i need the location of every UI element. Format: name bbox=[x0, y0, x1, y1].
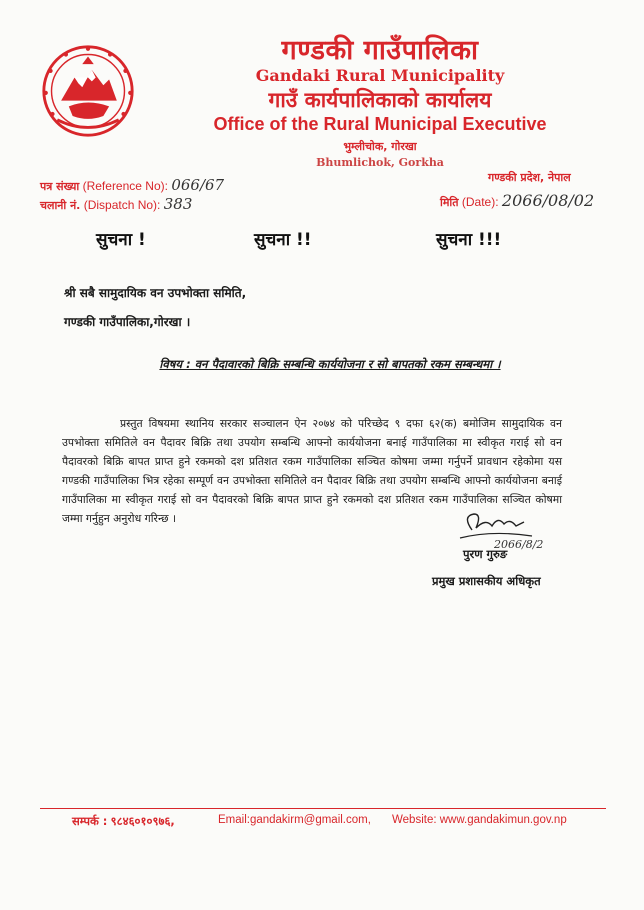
dispatch-label-en: (Dispatch No): bbox=[83, 198, 161, 212]
date-label-np: मिति bbox=[440, 196, 459, 209]
signatory-name: पुरण गुरुङ bbox=[463, 547, 508, 561]
reference-label-np: पत्र संख्या bbox=[40, 180, 80, 193]
date-label-en: (Date): bbox=[461, 195, 499, 209]
recipient-line-1: श्री सबै सामुदायिक वन उपभोक्ता समिति, bbox=[64, 286, 247, 300]
municipality-title-en: Gandaki Rural Municipality bbox=[255, 66, 505, 85]
footer-email: Email:gandakirm@gmail.com, bbox=[218, 814, 371, 826]
province-text: गण्डकी प्रदेश, नेपाल bbox=[488, 171, 571, 184]
reference-label-en: (Reference No): bbox=[82, 179, 168, 193]
municipality-emblem-icon bbox=[40, 43, 136, 139]
notice-3: सुचना !!! bbox=[436, 230, 502, 250]
recipient-line-2: गण्डकी गाउँपालिका,गोरखा । bbox=[64, 315, 191, 329]
contact-phone: ९८४६०१०९७६, bbox=[110, 814, 175, 828]
footer-divider bbox=[40, 808, 606, 809]
reference-row bbox=[40, 176, 224, 194]
municipality-title-np: गण्डकी गाउँपालिका bbox=[281, 35, 479, 66]
office-title-en: Office of the Rural Municipal Executive bbox=[213, 114, 547, 134]
dispatch-value: 383 bbox=[163, 195, 193, 213]
location-en: Bhumlichok, Gorkha bbox=[316, 156, 444, 169]
signature-date: 2066/8/2 bbox=[494, 538, 544, 551]
letter-body: प्रस्तुत विषयमा स्थानिय सरकार सञ्चालन ऐन २०७४ को परिच्छेद ९ दफा ६२(क) बमोजिम सामुदायिक वन उपभोक्ता समितिले वन पैदावर बिक्रि तथा उपयोग सम्बन्धि आफ्नो कार्ययोजना बनाई गाउँपालिका मा स्वीकृत गराई सो वन पैदावरको बिक्रि बापत प्राप्त हुने रकमको दश प्रतिशत रकम गाउँपालिका सञ्चित कोषमा जम्मा गर्नुपर्ने प्रावधान रहेकोमा यस गण्डकी गाउँपालिका भित्र रहेका सम्पूर्ण वन उपभोक्ता समितिले वन पैदावर बिक्रि तथा उपयोग सम्बन्धि आफ्नो कार्ययोजना बनाई गाउँपालिका मा स्वीकृत गराई सो वन पैदावरको बिक्रि बापत प्राप्त हुने रकमको दश प्रतिशत रकम गाउँपालिका सञ्चित कोषमा जम्मा गर्नुहुन अनुरोध गरिन्छ । bbox=[62, 417, 562, 525]
location-np: भुम्लीचोक, गोरखा bbox=[343, 140, 417, 153]
province-label bbox=[488, 170, 571, 185]
dispatch-label-np: चलानी नं. bbox=[40, 199, 81, 212]
signatory-title: प्रमुख प्रशासकीय अधिकृत bbox=[432, 574, 541, 588]
reference-value: 066/67 bbox=[171, 176, 225, 194]
notice-2: सुचना !! bbox=[254, 230, 312, 250]
office-title-np: गाउँ कार्यपालिकाको कार्यालय bbox=[268, 88, 492, 112]
date-value: 2066/08/02 bbox=[501, 191, 595, 210]
contact-label: सम्पर्क : bbox=[72, 814, 108, 828]
dispatch-row bbox=[40, 195, 192, 213]
notice-1: सुचना ! bbox=[96, 230, 146, 250]
letter-subject: विषय : वन पैदावारको बिक्रि सम्बन्धि कार्ययोजना र सो बापतको रकम सम्बन्धमा । bbox=[159, 357, 501, 371]
date-row bbox=[440, 191, 594, 210]
footer-contact bbox=[72, 814, 175, 829]
footer-website: Website: www.gandakimun.gov.np bbox=[392, 814, 567, 826]
